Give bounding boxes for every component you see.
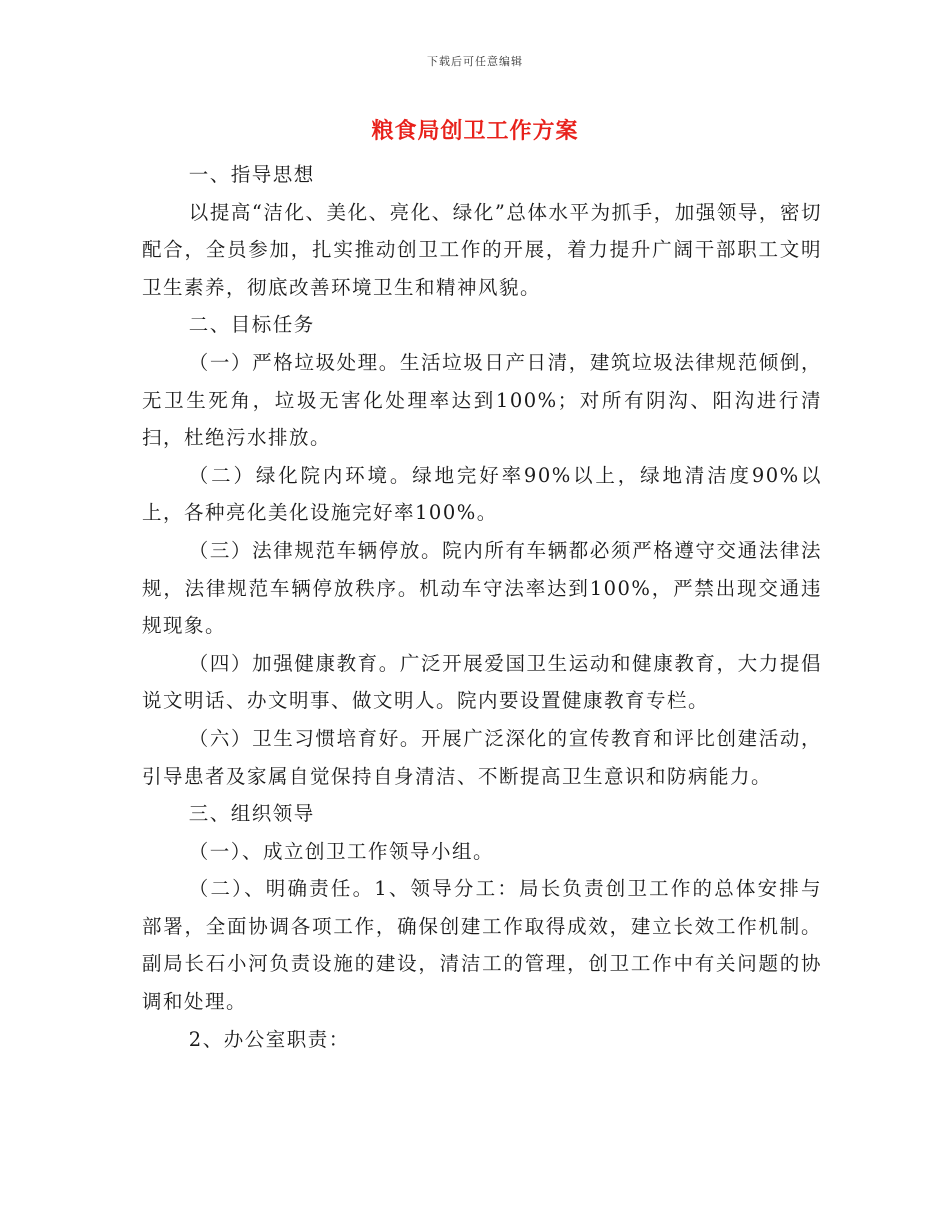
paragraph-guiding-thought: 以提高“洁化、美化、亮化、绿化”总体水平为抓手，加强领导，密切配合，全员参加，扎实推动创卫工作的开展，着力提升广阔干部职工文明卫生素养，彻底改善环境卫生和精神风貌。 <box>142 200 822 299</box>
paragraph-goal-hygiene-habits: （六）卫生习惯培育好。开展广泛深化的宣传教育和评比创建活动，引导患者及家属自觉保持自身清洁、不断提高卫生意识和防病能力。 <box>142 726 822 788</box>
section-heading-goals: 二、目标任务 <box>188 313 315 337</box>
paragraph-leading-group: （一）、成立创卫工作领导小组。 <box>188 839 495 863</box>
document-body <box>142 156 822 1058</box>
header-note: 下载后可任意编辑 <box>427 55 523 68</box>
paragraph-office-duties: 2、办公室职责： <box>188 1027 350 1051</box>
paragraph-responsibilities: （二）、明确责任。1、领导分工：局长负责创卫工作的总体安排与部署，全面协调各项工作，确保创建工作取得成效，建立长效工作机制。副局长石小河负责设施的建设，清洁工的管理，创卫工作中有关问题的协调和处理。 <box>142 877 822 1014</box>
paragraph-goal-garbage: （一）严格垃圾处理。生活垃圾日产日清，建筑垃圾法律规范倾倒，无卫生死角，垃圾无害化处理率达到100%；对所有阴沟、阳沟进行清扫，杜绝污水排放。 <box>142 350 822 450</box>
document-title: 粮食局创卫工作方案 <box>371 118 579 144</box>
section-heading-organization: 三、组织领导 <box>188 802 315 826</box>
paragraph-goal-parking: （三）法律规范车辆停放。院内所有车辆都必须严格遵守交通法律法规，法律规范车辆停放秩序。机动车守法率达到100%，严禁出现交通违规现象。 <box>142 538 822 638</box>
paragraph-goal-health-education: （四）加强健康教育。广泛开展爱国卫生运动和健康教育，大力提倡说文明话、办文明事、做文明人。院内要设置健康教育专栏。 <box>142 651 822 713</box>
section-heading-guiding-thought: 一、指导思想 <box>188 163 315 186</box>
paragraph-goal-greening: （二）绿化院内环境。绿地完好率90%以上，绿地清洁度90%以上，各种亮化美化设施完好率100%。 <box>142 463 822 525</box>
